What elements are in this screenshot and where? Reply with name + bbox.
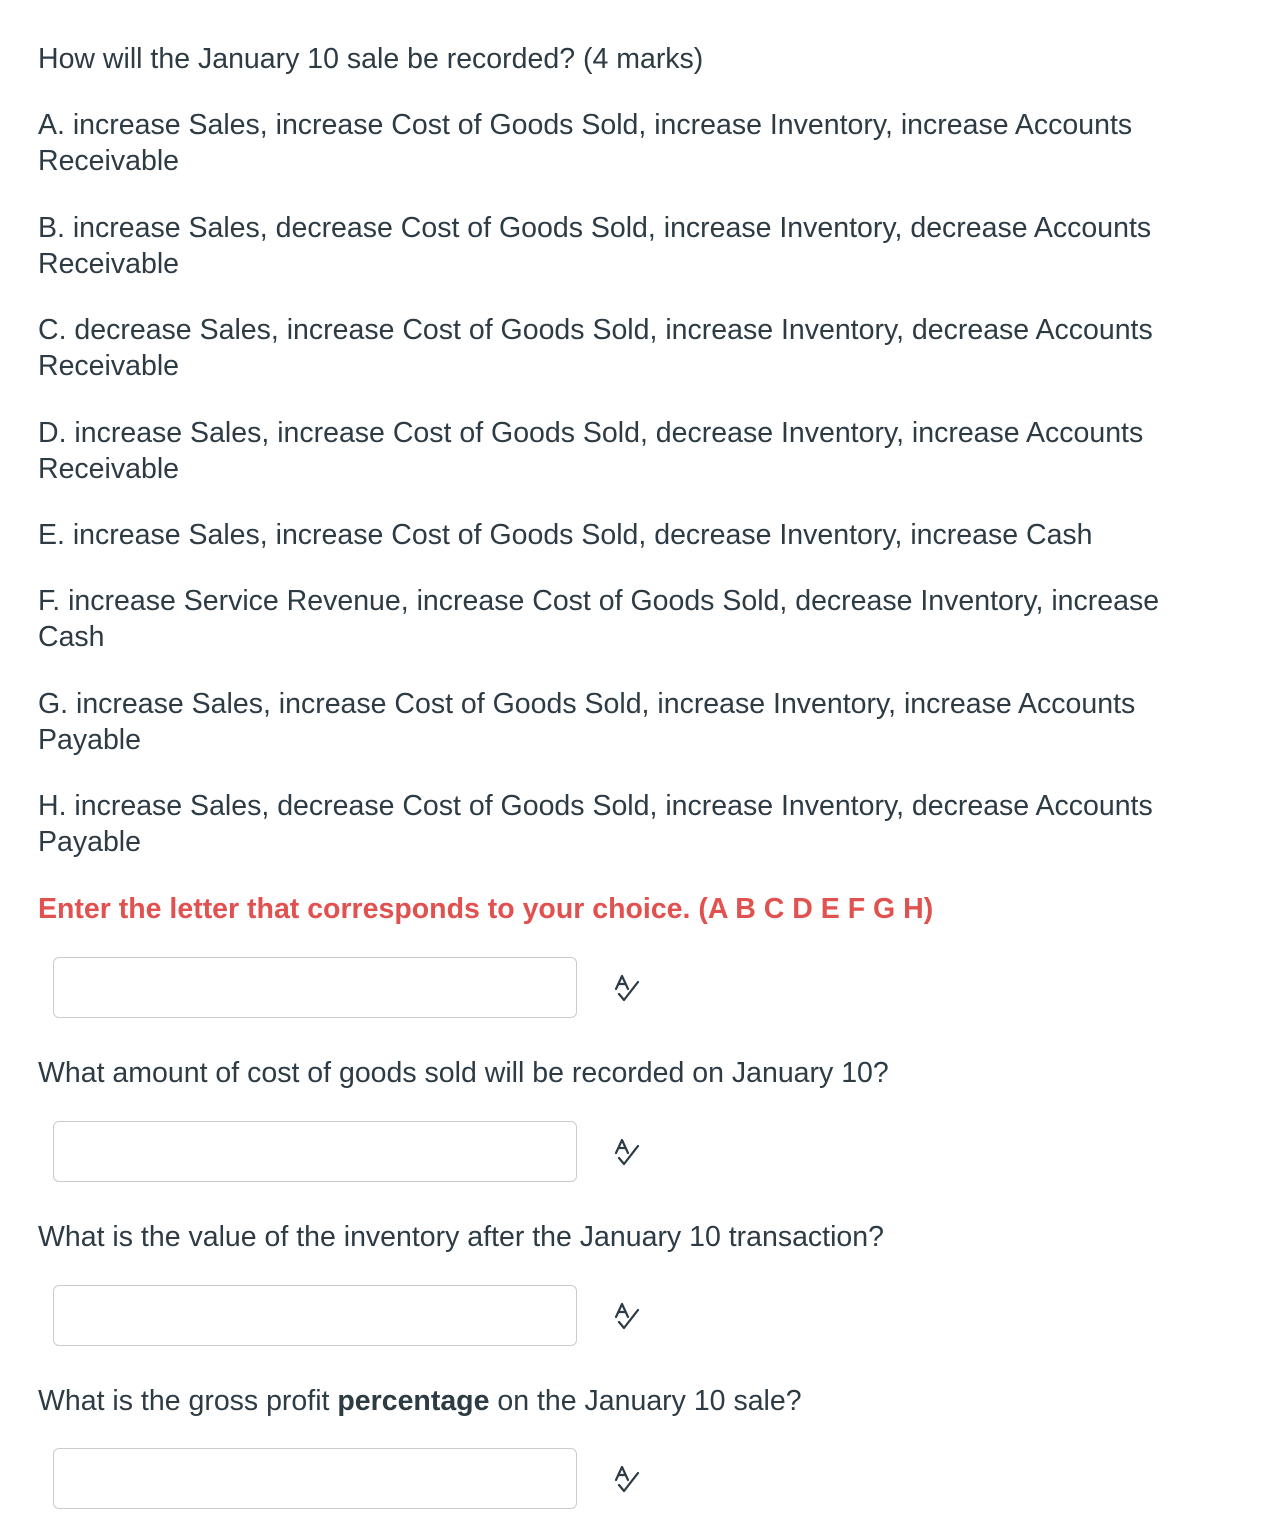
inventory-input[interactable] (53, 1285, 577, 1346)
cogs-question: What amount of cost of goods sold will be recorded on January 10? (38, 1057, 889, 1089)
option-a: A. increase Sales, increase Cost of Goods Sold, increase Inventory, increase Accounts Receivable (38, 109, 1133, 177)
option-d: D. increase Sales, increase Cost of Goods Sold, decrease Inventory, increase Accounts Receivable (38, 417, 1144, 485)
spell-check-icon[interactable] (611, 973, 643, 1005)
option-e: E. increase Sales, increase Cost of Goods Sold, decrease Inventory, increase Cash (38, 519, 1093, 551)
spell-check-icon[interactable] (611, 1464, 643, 1496)
cogs-input[interactable] (53, 1121, 577, 1182)
option-f: F. increase Service Revenue, increase Cost of Goods Sold, decrease Inventory, increase Cash (38, 585, 1160, 653)
question-title: How will the January 10 sale be recorded? (4 marks) (38, 43, 704, 75)
inventory-question: What is the value of the inventory after the January 10 transaction? (38, 1221, 884, 1253)
gross-profit-question-end: on the January 10 sale? (489, 1385, 802, 1417)
spell-check-icon[interactable] (611, 1301, 643, 1333)
gross-profit-question-start: What is the gross profit (38, 1385, 338, 1417)
gross-profit-question-emphasis: percentage (337, 1385, 490, 1417)
option-c: C. decrease Sales, increase Cost of Goods Sold, increase Inventory, decrease Accounts Receivable (38, 314, 1153, 382)
choice-input[interactable] (53, 957, 577, 1018)
choice-instruction: Enter the letter that corresponds to your choice. (A B C D E F G H) (38, 893, 934, 925)
spell-check-icon[interactable] (611, 1137, 643, 1169)
gross-profit-question (38, 1383, 1228, 1419)
gross-profit-input[interactable] (53, 1448, 577, 1509)
option-h: H. increase Sales, decrease Cost of Goods Sold, increase Inventory, decrease Accounts Payable (38, 790, 1153, 858)
option-b: B. increase Sales, decrease Cost of Goods Sold, increase Inventory, decrease Accounts Receivable (38, 212, 1152, 280)
option-g: G. increase Sales, increase Cost of Goods Sold, increase Inventory, increase Accounts Payable (38, 688, 1136, 756)
